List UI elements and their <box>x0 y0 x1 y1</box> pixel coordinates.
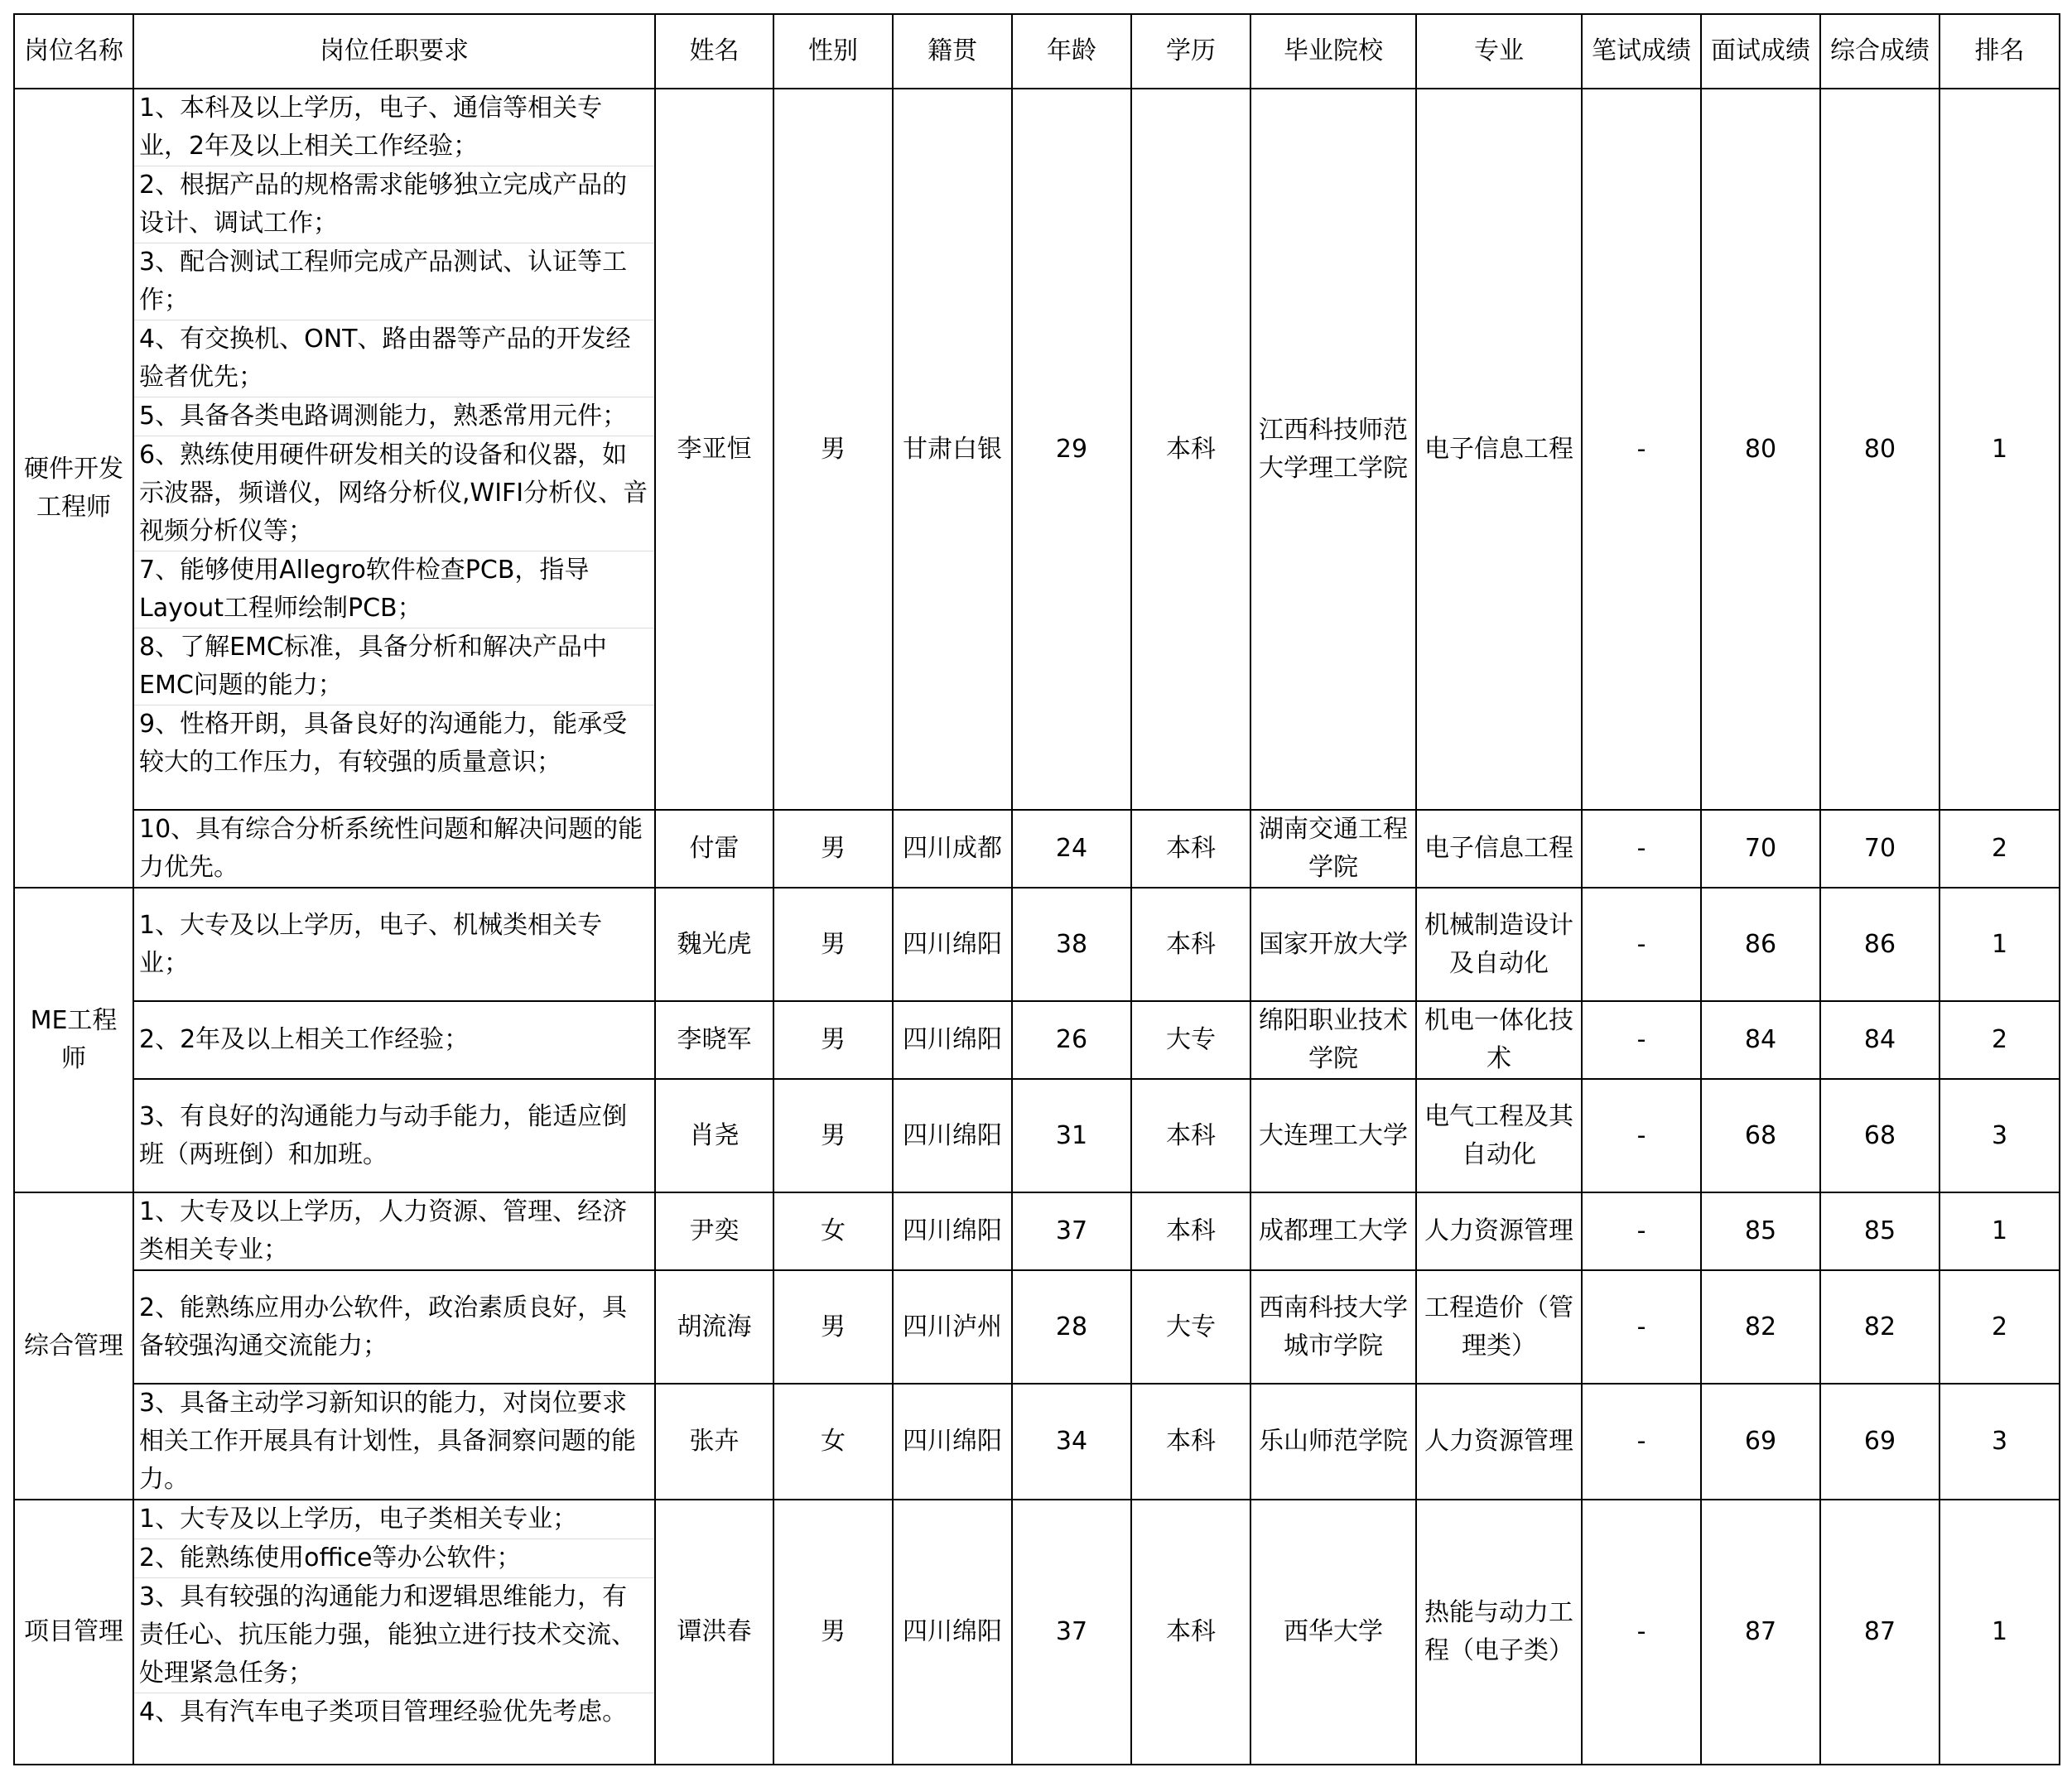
education-cell: 本科 <box>1131 1384 1250 1500</box>
rank-cell: 1 <box>1939 1192 2060 1270</box>
requirements-cell <box>133 89 655 810</box>
table-row <box>14 1079 2060 1192</box>
education-cell: 本科 <box>1131 888 1250 1001</box>
major-cell: 工程造价（管理类） <box>1416 1270 1582 1384</box>
rank-cell: 2 <box>1939 810 2060 888</box>
total-score-cell: 68 <box>1820 1079 1939 1192</box>
origin-cell: 甘肃白银 <box>893 89 1012 810</box>
requirement-item: 3、配合测试工程师完成产品测试、认证等工作； <box>134 243 654 320</box>
written-score-cell: - <box>1582 1079 1701 1192</box>
requirement-item: 4、有交换机、ONT、路由器等产品的开发经验者优先； <box>134 320 654 397</box>
requirements-cell <box>133 1384 655 1500</box>
total-score-cell: 87 <box>1820 1500 1939 1765</box>
header-row <box>14 14 2060 89</box>
requirement-item: 3、具有较强的沟通能力和逻辑思维能力，有责任心、抗压能力强，能独立进行技术交流、处理紧急任务； <box>134 1578 654 1693</box>
name-cell: 付雷 <box>655 810 773 888</box>
table-row <box>14 810 2060 888</box>
school-cell: 西华大学 <box>1250 1500 1416 1765</box>
rank-cell: 3 <box>1939 1079 2060 1192</box>
education-cell: 本科 <box>1131 1192 1250 1270</box>
header-written-score: 笔试成绩 <box>1582 14 1701 89</box>
education-cell: 大专 <box>1131 1270 1250 1384</box>
major-cell: 电气工程及其自动化 <box>1416 1079 1582 1192</box>
table-row <box>14 1192 2060 1270</box>
requirements-cell <box>133 810 655 888</box>
origin-cell: 四川绵阳 <box>893 888 1012 1001</box>
interview-score-cell: 82 <box>1701 1270 1820 1384</box>
header-major: 专业 <box>1416 14 1582 89</box>
written-score-cell: - <box>1582 1270 1701 1384</box>
school-cell: 大连理工大学 <box>1250 1079 1416 1192</box>
total-score-cell: 85 <box>1820 1192 1939 1270</box>
rank-cell: 2 <box>1939 1270 2060 1384</box>
gender-cell: 男 <box>773 810 893 888</box>
requirements-cell <box>133 888 655 1001</box>
school-cell: 江西科技师范大学理工学院 <box>1250 89 1416 810</box>
requirement-item: 4、具有汽车电子类项目管理经验优先考虑。 <box>139 1698 628 1726</box>
major-cell: 机械制造设计及自动化 <box>1416 888 1582 1001</box>
school-cell: 成都理工大学 <box>1250 1192 1416 1270</box>
requirement-item: 9、性格开朗，具备良好的沟通能力，能承受较大的工作压力，有较强的质量意识； <box>139 710 628 777</box>
requirement-item: 7、能够使用Allegro软件检查PCB，指导Layout工程师绘制PCB； <box>134 551 654 628</box>
header-interview-score: 面试成绩 <box>1701 14 1820 89</box>
name-cell: 胡流海 <box>655 1270 773 1384</box>
written-score-cell: - <box>1582 1001 1701 1079</box>
rank-cell: 2 <box>1939 1001 2060 1079</box>
requirement-item: 1、大专及以上学历，电子、机械类相关专业； <box>139 910 603 978</box>
header-name: 姓名 <box>655 14 773 89</box>
school-cell: 国家开放大学 <box>1250 888 1416 1001</box>
header-age: 年龄 <box>1012 14 1131 89</box>
education-cell: 本科 <box>1131 1079 1250 1192</box>
total-score-cell: 84 <box>1820 1001 1939 1079</box>
education-cell: 本科 <box>1131 810 1250 888</box>
name-cell: 魏光虎 <box>655 888 773 1001</box>
interview-score-cell: 69 <box>1701 1384 1820 1500</box>
gender-cell: 女 <box>773 1384 893 1500</box>
table-header <box>14 14 2060 89</box>
total-score-cell: 69 <box>1820 1384 1939 1500</box>
origin-cell: 四川绵阳 <box>893 1500 1012 1765</box>
major-cell: 机电一体化技术 <box>1416 1001 1582 1079</box>
requirement-item: 2、2年及以上相关工作经验； <box>139 1025 470 1054</box>
requirement-item: 6、熟练使用硬件研发相关的设备和仪器，如示波器，频谱仪，网络分析仪,WIFI分析仪、音视频分析仪等； <box>134 436 654 551</box>
age-cell: 24 <box>1012 810 1131 888</box>
origin-cell: 四川绵阳 <box>893 1384 1012 1500</box>
table-row <box>14 1270 2060 1384</box>
requirement-item: 10、具有综合分析系统性问题和解决问题的能力优先。 <box>139 815 643 882</box>
gender-cell: 男 <box>773 1079 893 1192</box>
rank-cell: 1 <box>1939 888 2060 1001</box>
interview-score-cell: 87 <box>1701 1500 1820 1765</box>
origin-cell: 四川泸州 <box>893 1270 1012 1384</box>
requirements-cell <box>133 1270 655 1384</box>
interview-score-cell: 85 <box>1701 1192 1820 1270</box>
requirements-cell <box>133 1001 655 1079</box>
age-cell: 28 <box>1012 1270 1131 1384</box>
written-score-cell: - <box>1582 888 1701 1001</box>
rank-cell: 1 <box>1939 1500 2060 1765</box>
age-cell: 38 <box>1012 888 1131 1001</box>
major-cell: 电子信息工程 <box>1416 810 1582 888</box>
total-score-cell: 80 <box>1820 89 1939 810</box>
requirement-item: 1、大专及以上学历，电子类相关专业； <box>134 1500 654 1539</box>
table-row <box>14 888 2060 1001</box>
school-cell: 湖南交通工程学院 <box>1250 810 1416 888</box>
interview-score-cell: 68 <box>1701 1079 1820 1192</box>
interview-score-cell: 86 <box>1701 888 1820 1001</box>
name-cell: 张卉 <box>655 1384 773 1500</box>
position-cell: 项目管理 <box>14 1500 133 1765</box>
major-cell: 电子信息工程 <box>1416 89 1582 810</box>
total-score-cell: 70 <box>1820 810 1939 888</box>
requirement-item: 2、能熟练使用office等办公软件； <box>134 1539 654 1578</box>
results-table <box>13 13 2060 1765</box>
education-cell: 本科 <box>1131 1500 1250 1765</box>
requirement-item: 1、本科及以上学历，电子、通信等相关专业，2年及以上相关工作经验； <box>134 89 654 166</box>
requirements-cell <box>133 1079 655 1192</box>
header-origin: 籍贯 <box>893 14 1012 89</box>
age-cell: 37 <box>1012 1500 1131 1765</box>
table-row <box>14 1500 2060 1765</box>
requirement-item: 2、根据产品的规格需求能够独立完成产品的设计、调试工作； <box>134 166 654 243</box>
education-cell: 本科 <box>1131 89 1250 810</box>
table-row <box>14 1384 2060 1500</box>
interview-score-cell: 84 <box>1701 1001 1820 1079</box>
requirement-item: 5、具备各类电路调测能力，熟悉常用元件； <box>134 397 654 436</box>
header-gender: 性别 <box>773 14 893 89</box>
position-cell: ME工程师 <box>14 888 133 1192</box>
total-score-cell: 82 <box>1820 1270 1939 1384</box>
origin-cell: 四川成都 <box>893 810 1012 888</box>
rank-cell: 3 <box>1939 1384 2060 1500</box>
gender-cell: 男 <box>773 89 893 810</box>
gender-cell: 男 <box>773 888 893 1001</box>
school-cell: 乐山师范学院 <box>1250 1384 1416 1500</box>
table-row <box>14 1001 2060 1079</box>
age-cell: 31 <box>1012 1079 1131 1192</box>
header-total-score: 综合成绩 <box>1820 14 1939 89</box>
name-cell: 谭洪春 <box>655 1500 773 1765</box>
interview-score-cell: 70 <box>1701 810 1820 888</box>
written-score-cell: - <box>1582 1384 1701 1500</box>
gender-cell: 男 <box>773 1270 893 1384</box>
requirement-item: 8、了解EMC标准，具备分析和解决产品中EMC问题的能力； <box>134 628 654 706</box>
position-cell: 综合管理 <box>14 1192 133 1500</box>
age-cell: 26 <box>1012 1001 1131 1079</box>
name-cell: 尹奕 <box>655 1192 773 1270</box>
header-school: 毕业院校 <box>1250 14 1416 89</box>
requirements-cell <box>133 1500 655 1765</box>
name-cell: 肖尧 <box>655 1079 773 1192</box>
school-cell: 西南科技大学城市学院 <box>1250 1270 1416 1384</box>
gender-cell: 男 <box>773 1001 893 1079</box>
origin-cell: 四川绵阳 <box>893 1192 1012 1270</box>
written-score-cell: - <box>1582 810 1701 888</box>
major-cell: 人力资源管理 <box>1416 1384 1582 1500</box>
written-score-cell: - <box>1582 1500 1701 1765</box>
requirement-item: 3、有良好的沟通能力与动手能力，能适应倒班（两班倒）和加班。 <box>139 1101 628 1169</box>
header-position: 岗位名称 <box>14 14 133 89</box>
requirement-item: 1、大专及以上学历，人力资源、管理、经济类相关专业； <box>139 1197 628 1264</box>
requirements-cell <box>133 1192 655 1270</box>
table-body <box>14 89 2060 1765</box>
major-cell: 人力资源管理 <box>1416 1192 1582 1270</box>
header-requirements: 岗位任职要求 <box>133 14 655 89</box>
written-score-cell: - <box>1582 89 1701 810</box>
age-cell: 34 <box>1012 1384 1131 1500</box>
origin-cell: 四川绵阳 <box>893 1079 1012 1192</box>
requirement-item: 3、具备主动学习新知识的能力，对岗位要求相关工作开展具有计划性，具备洞察问题的能力。 <box>139 1389 636 1494</box>
total-score-cell: 86 <box>1820 888 1939 1001</box>
interview-score-cell: 80 <box>1701 89 1820 810</box>
name-cell: 李晓军 <box>655 1001 773 1079</box>
age-cell: 29 <box>1012 89 1131 810</box>
gender-cell: 女 <box>773 1192 893 1270</box>
gender-cell: 男 <box>773 1500 893 1765</box>
requirement-item: 2、能熟练应用办公软件，政治素质良好，具备较强沟通交流能力； <box>139 1293 628 1360</box>
header-rank: 排名 <box>1939 14 2060 89</box>
header-education: 学历 <box>1131 14 1250 89</box>
rank-cell: 1 <box>1939 89 2060 810</box>
table-row <box>14 89 2060 810</box>
school-cell: 绵阳职业技术学院 <box>1250 1001 1416 1079</box>
major-cell: 热能与动力工程（电子类） <box>1416 1500 1582 1765</box>
written-score-cell: - <box>1582 1192 1701 1270</box>
name-cell: 李亚恒 <box>655 89 773 810</box>
age-cell: 37 <box>1012 1192 1131 1270</box>
position-cell: 硬件开发工程师 <box>14 89 133 888</box>
education-cell: 大专 <box>1131 1001 1250 1079</box>
origin-cell: 四川绵阳 <box>893 1001 1012 1079</box>
